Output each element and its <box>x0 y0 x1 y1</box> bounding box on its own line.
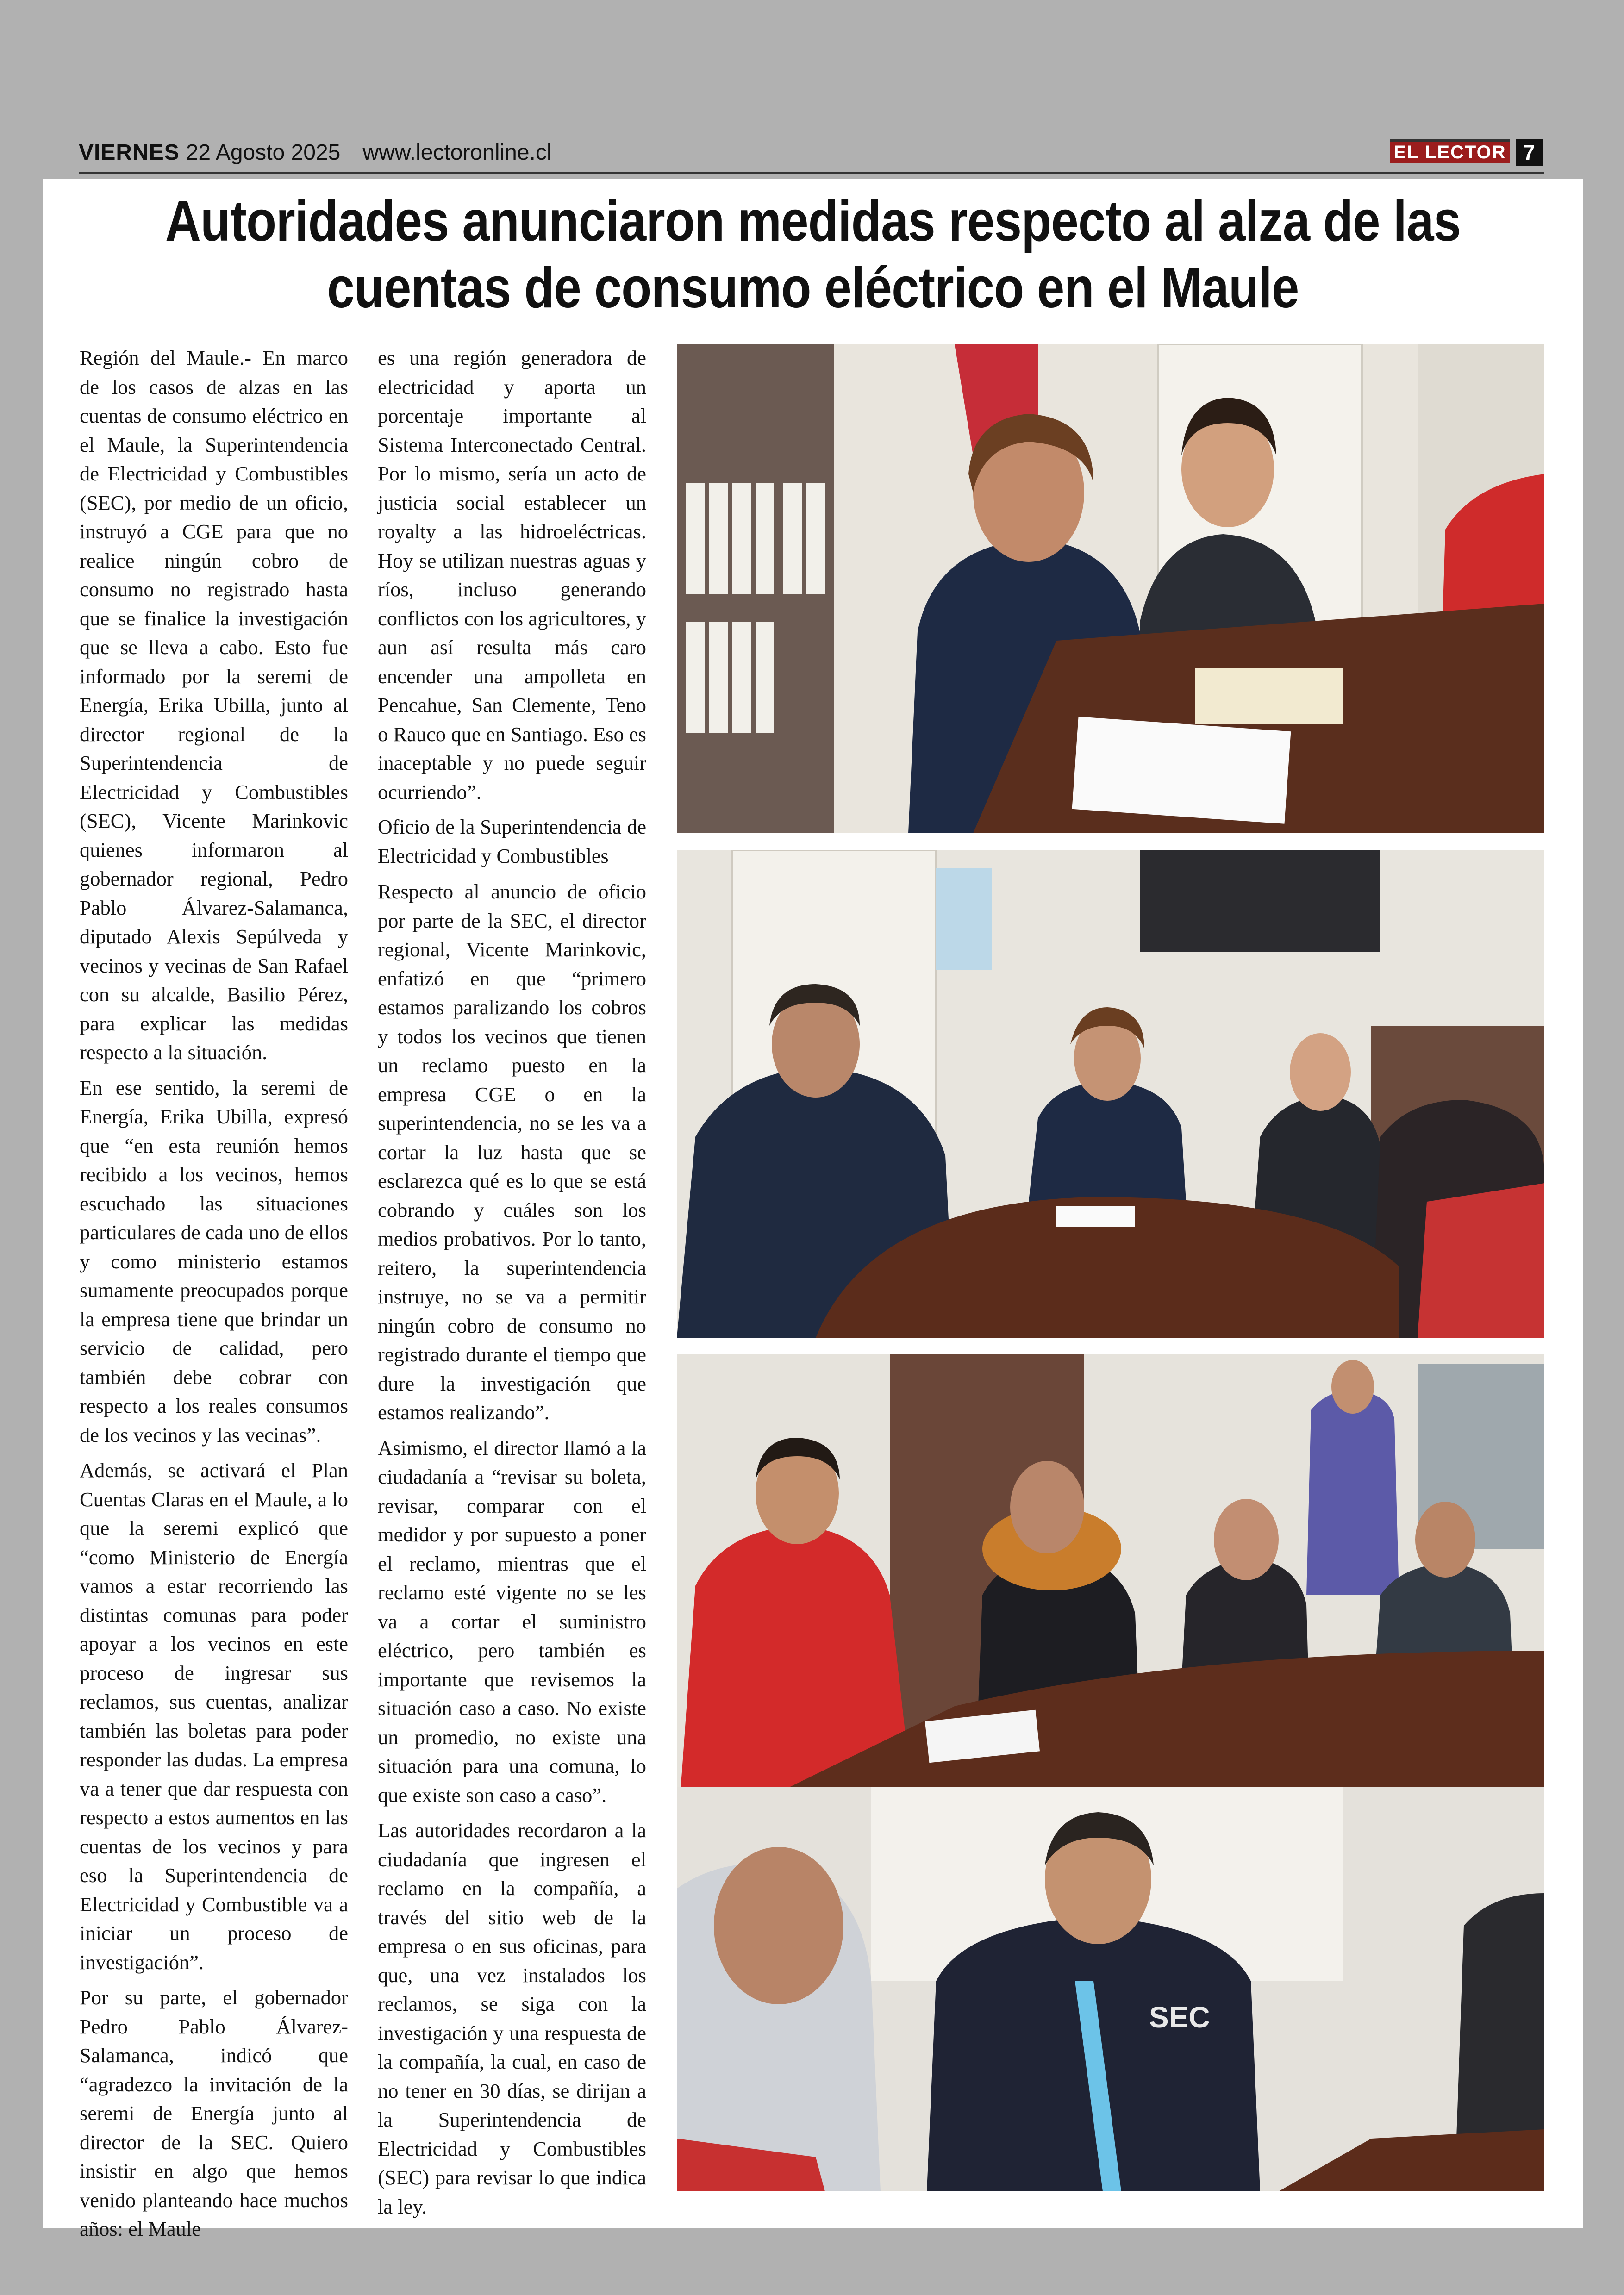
page-header <box>79 137 1544 170</box>
article-paragraph: es una región generadora de electricidad y aporta un porcentaje importante al Sistema Interconectado Central. Por lo mismo, sería un acto de justicia social establecer un royalty a las hidroeléctricas. Hoy se utilizan nuestras aguas y ríos, incluso generando conflictos con los agricultores, y aun así resulta más caro encender una ampolleta en Pencahue, San Clemente, Teno o Rauco que en Santiago. Eso es inaceptable y no puede seguir ocurriendo”. <box>378 346 646 804</box>
article-paragraph: Región del Maule.- En marco de los casos de alzas en las cuentas de consumo eléctrico en el Maule, la Superintendencia de Electricidad y Combustibles (SEC), por medio de un oficio, instruyó a CGE para que no realice ningún cobro de consumo no registrado hasta que se finalice la investigación que se lleva a cabo. Esto fue informado por la seremi de Energía, Erika Ubilla, junto al director regional de la Superintendencia de Electricidad y Combustibles (SEC), Vicente Marinkovic quienes informaron al gobernador regional, Pedro Pablo Álvarez-Salamanca, diputado Alexis Sepúlveda y vecinos y vecinas de San Rafael con su alcalde, Basilio Pérez, para explicar las medidas respecto a la situación. <box>80 346 348 1064</box>
article-column-2 <box>378 343 646 2227</box>
newspaper-logo: EL LECTOR <box>1390 139 1510 163</box>
header-date: 22 Agosto 2025 <box>186 140 341 165</box>
photo-meeting-4 <box>677 1787 1544 2191</box>
header-dateline <box>79 140 552 165</box>
header-day: VIERNES <box>79 140 180 165</box>
jacket-logo: SEC <box>1149 2001 1210 2034</box>
headline-line-1: Autoridades anunciaron medidas respecto al alza de las <box>165 189 1461 253</box>
newspaper-page <box>43 179 1583 2240</box>
photo-meeting-3 <box>677 1354 1544 1842</box>
photo-meeting-2 <box>677 850 1544 1338</box>
article-paragraph: En ese sentido, la seremi de Energía, Erika Ubilla, expresó que “en esta reunión hemos recibido a los vecinos, hemos escuchado las situaciones particulares de cada uno de ellos y como ministerio estamos sumamente preocupados porque la empresa tiene que brindar un servicio de calidad, pero también debe cobrar con respecto a los reales consumos de los vecinos y las vecinas”. <box>80 1076 348 1447</box>
headline-line-2: cuentas de consumo eléctrico en el Maule <box>327 256 1299 320</box>
article-paragraph: Las autoridades recordaron a la ciudadanía que ingresen el reclamo en la compañía, a través del sitio web de la empresa o en sus oficinas, para que, una vez instalados los reclamos, se siga con la investigación y una respuesta de la compañía, la cual, en caso de no tener en 30 días, se dirijan a la Superintendencia de Electricidad y Combustibles (SEC) para revisar lo que indica la ley. <box>378 1819 646 2218</box>
article-column-1 <box>80 343 348 2250</box>
page-number: 7 <box>1516 139 1543 166</box>
article-subheading: Oficio de la Superintendencia de Electricidad y Combustibles <box>378 816 646 867</box>
header-url[interactable]: www.lectoronline.cl <box>362 140 552 165</box>
headline <box>150 188 1475 321</box>
article-paragraph: Además, se activará el Plan Cuentas Claras en el Maule, a lo que la seremi explicó que “como Ministerio de Energía vamos a estar recorriendo las distintas comunas para poder apoyar a los vecinos en este proceso de ingresar sus reclamos, sus cuentas, analizar también las boletas para poder responder las dudas. La empresa va a tener que dar respuesta con respecto a estos aumentos en las cuentas de los vecinos y para eso la Superintendencia de Electricidad y Combustible va a iniciar un proceso de investigación”. <box>80 1459 348 1974</box>
article-paragraph: Por su parte, el gobernador Pedro Pablo Álvarez-Salamanca, indicó que “agradezco la invitación de la seremi de Energía junto al director de la SEC. Quiero insistir en algo que hemos venido planteando hace muchos años: el Maule <box>80 1986 348 2240</box>
article-paragraph: Asimismo, el director llamó a la ciudadanía a “revisar su boleta, revisar, comparar con el medidor y por supuesto a poner el reclamo, mientras que el reclamo esté vigente no se les va a cortar el suministro eléctrico, pero también es importante que revisemos la situación caso a caso. No existe un promedio, no existe una situación para una comuna, lo que existe son caso a caso”. <box>378 1436 646 1807</box>
header-rule <box>79 172 1544 174</box>
article-paragraph: Respecto al anuncio de oficio por parte de la SEC, el director regional, Vicente Marinkovic, enfatizó en que “primero estamos paralizando los cobros y todos los vecinos que tienen un reclamo puesto en la empresa CGE o en la superintendencia, no se les va a cortar la luz hasta que se esclarezca qué es lo que se está cobrando y cuáles son los medios probativos. Por lo tanto, reitero, la superintendencia instruye, no se va a permitir ningún cobro de consumo no registrado durante el tiempo que dure la investigación que estamos realizando”. <box>378 880 646 1424</box>
photo-meeting-1 <box>677 344 1544 833</box>
